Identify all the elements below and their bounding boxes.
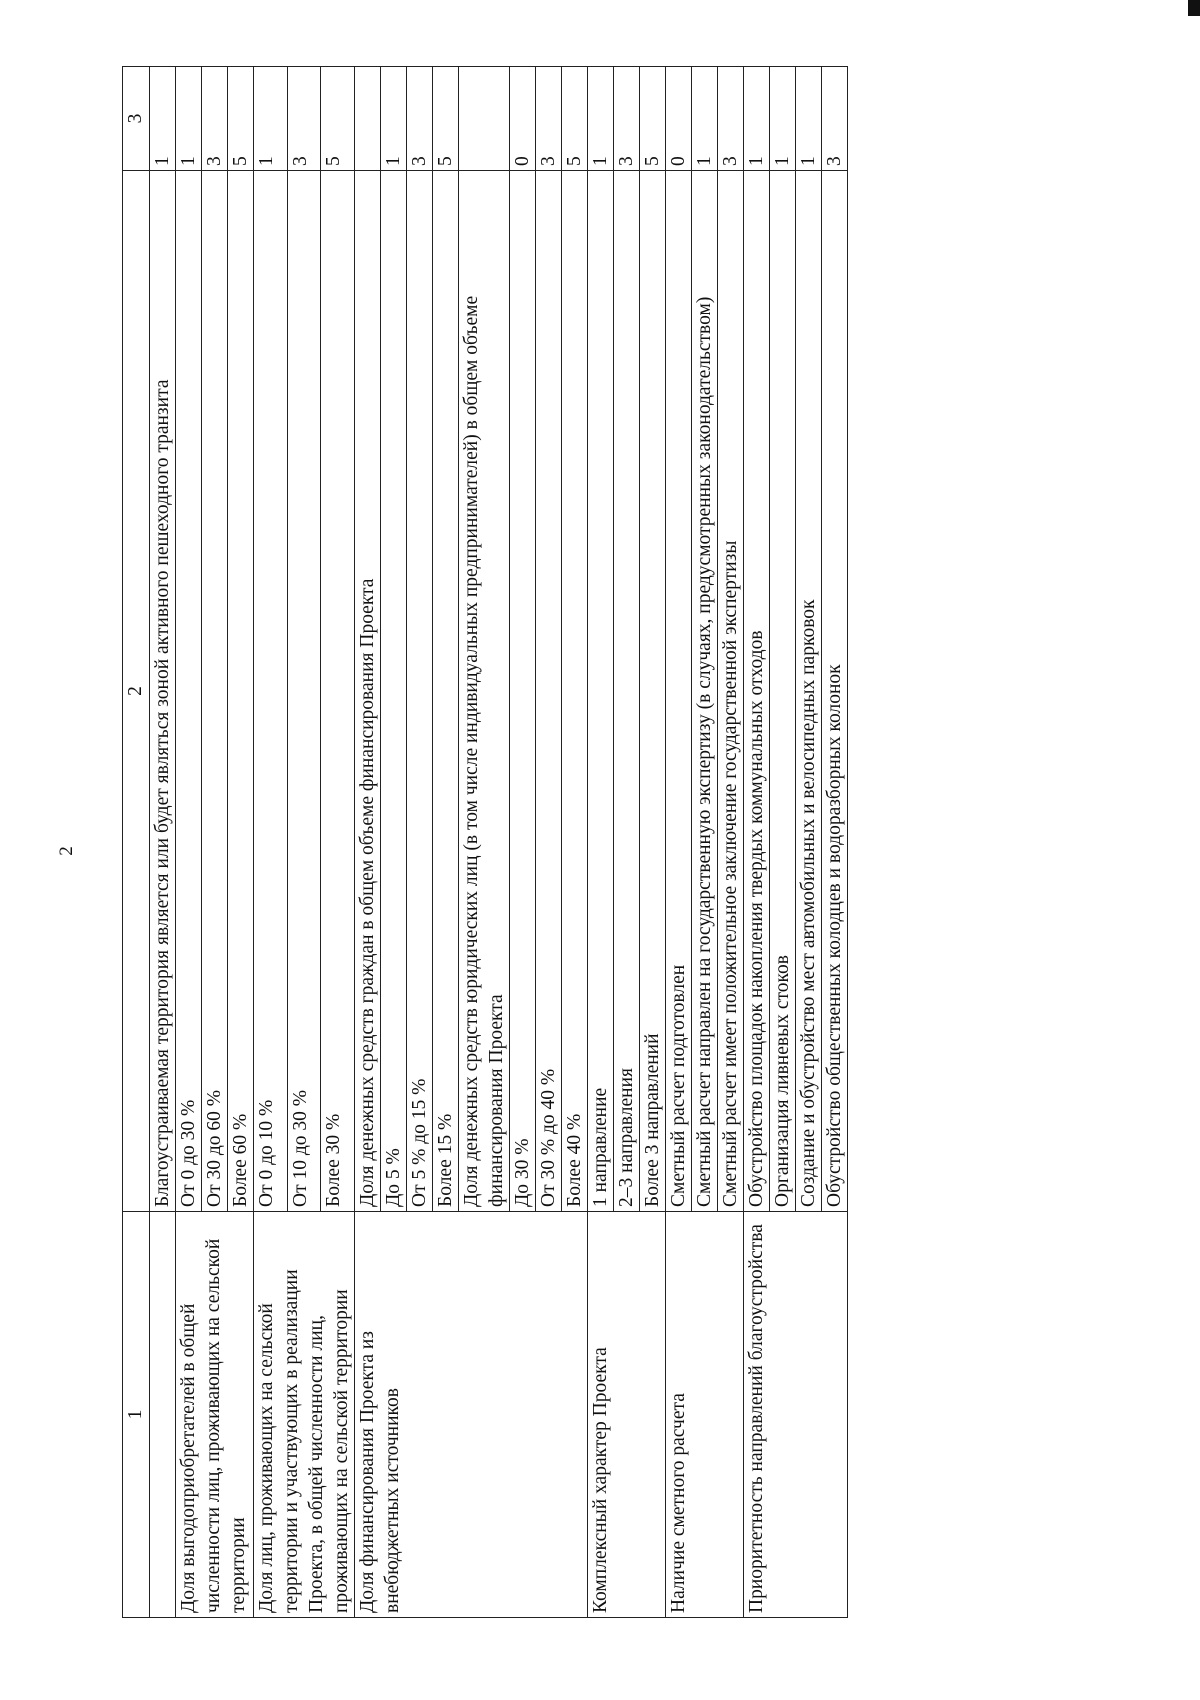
condition-cell: Благоустраиваемая территория является или будет являться зоной активного пешеходного транзита [150,171,176,1212]
table-row [666,67,692,1618]
condition-cell: Доля денежных средств юридических лиц (в том числе индивидуальных предпринимателей) в общем объеме финансирования Проекта [459,171,510,1212]
condition-cell: Создание и обустройство мест автомобильных и велосипедных парковок [796,171,822,1212]
score-cell [459,67,510,171]
condition-cell: Сметный расчет имеет положительное заключение государственной экспертизы [718,171,744,1212]
score-cell: 3 [822,67,848,171]
criterion-cell [150,1212,176,1618]
score-cell: 0 [510,67,536,171]
score-cell: 1 [770,67,796,171]
condition-cell: Более 30 % [321,171,355,1212]
table-row [588,67,614,1618]
score-cell: 5 [228,67,254,171]
table-row [744,67,770,1618]
condition-cell: Более 60 % [228,171,254,1212]
table-row [150,67,176,1618]
score-cell: 1 [176,67,202,171]
criterion-cell: Комплексный характер Проекта [588,1212,666,1618]
condition-cell: Доля денежных средств граждан в общем объеме финансирования Проекта [355,171,381,1212]
table-row [355,67,381,1618]
table-row [254,67,288,1618]
header-col-2: 2 [123,171,150,1212]
score-cell: 3 [718,67,744,171]
criterion-cell: Наличие сметного расчета [666,1212,744,1618]
score-cell: 1 [796,67,822,171]
criteria-table [122,66,848,1618]
condition-cell: От 5 % до 15 % [407,171,433,1212]
criterion-cell: Приоритетность направлений благоустройства [744,1212,848,1618]
score-cell: 1 [692,67,718,171]
condition-cell: От 30 до 60 % [202,171,228,1212]
score-cell: 5 [433,67,459,171]
criterion-cell: Доля выгодоприобретателей в общей численности лиц, проживающих на сельской территории [176,1212,254,1618]
condition-cell: До 30 % [510,171,536,1212]
condition-cell: От 10 до 30 % [287,171,321,1212]
score-cell: 1 [744,67,770,171]
header-col-3: 3 [123,67,150,171]
rotated-table-container [122,66,1122,1618]
score-cell: 5 [321,67,355,171]
condition-cell: Обустройство общественных колодцев и водоразборных колонок [822,171,848,1212]
score-cell: 1 [381,67,407,171]
score-cell: 0 [666,67,692,171]
condition-cell: От 0 до 30 % [176,171,202,1212]
condition-cell: Обустройство площадок накопления твердых коммунальных отходов [744,171,770,1212]
header-row [123,67,150,1618]
condition-cell: Сметный расчет направлен на государственную экспертизу (в случаях, предусмотренных законодательством) [692,171,718,1212]
condition-cell: От 0 до 10 % [254,171,288,1212]
table-row [176,67,202,1618]
score-cell [355,67,381,171]
condition-cell: Сметный расчет подготовлен [666,171,692,1212]
score-cell: 3 [614,67,640,171]
score-cell: 3 [202,67,228,171]
header-col-1: 1 [123,1212,150,1618]
score-cell: 5 [562,67,588,171]
condition-cell: Более 15 % [433,171,459,1212]
score-cell: 1 [150,67,176,171]
score-cell: 3 [407,67,433,171]
score-cell: 1 [254,67,288,171]
score-cell: 1 [588,67,614,171]
condition-cell: 2–3 направления [614,171,640,1212]
condition-cell: Более 3 направлений [640,171,666,1212]
condition-cell: Более 40 % [562,171,588,1212]
score-cell: 3 [536,67,562,171]
criterion-cell: Доля лиц, проживающих на сельской территории и участвующих в реализации Проекта, в общей численности лиц, проживающих на сельской территории [254,1212,355,1618]
condition-cell: Организация ливневых стоков [770,171,796,1212]
scan-corner-mark [1188,0,1200,16]
page-number: 2 [55,846,77,856]
condition-cell: От 30 % до 40 % [536,171,562,1212]
condition-cell: 1 направление [588,171,614,1212]
score-cell: 5 [640,67,666,171]
score-cell: 3 [287,67,321,171]
condition-cell: До 5 % [381,171,407,1212]
criterion-cell: Доля финансирования Проекта из внебюджетных источников [355,1212,588,1618]
